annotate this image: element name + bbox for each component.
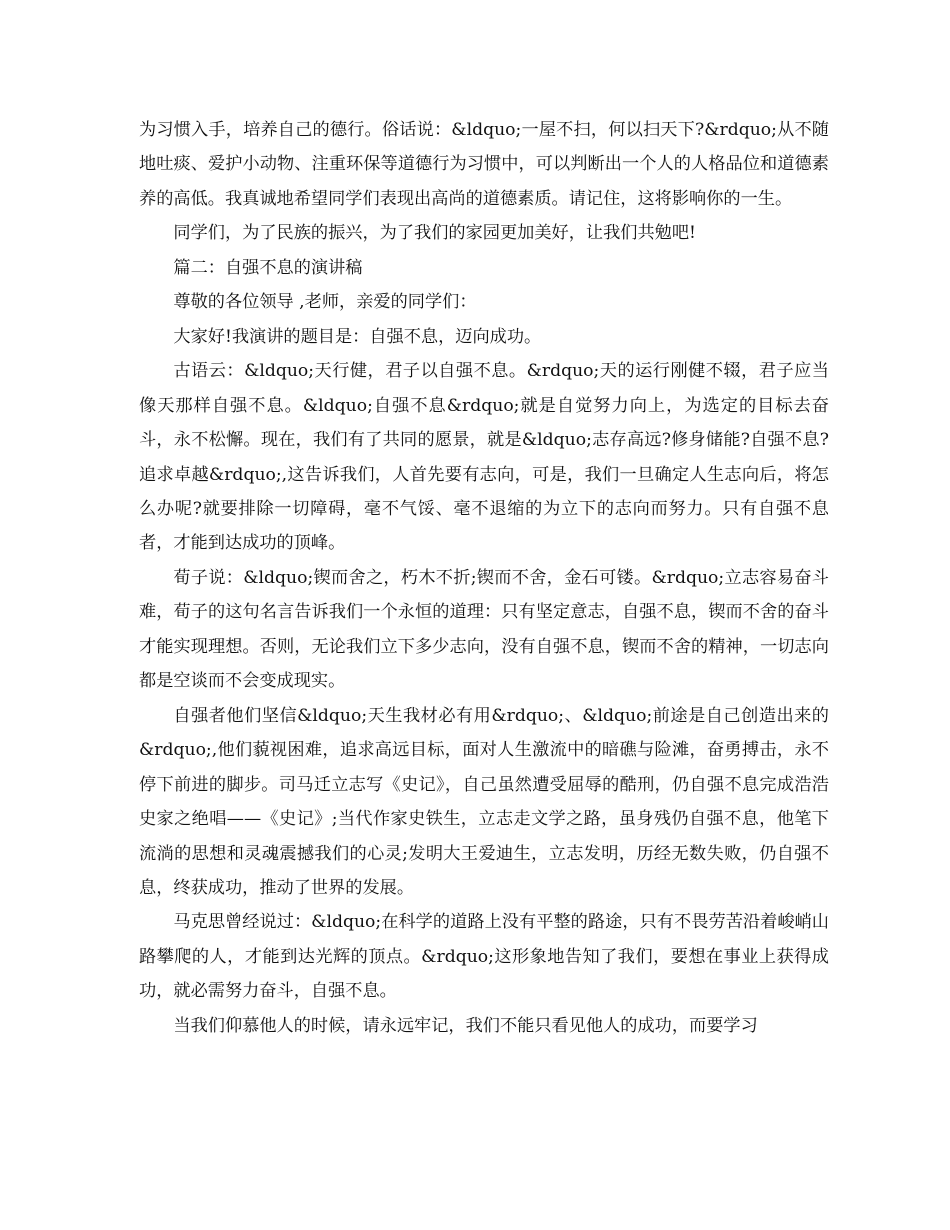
- paragraph-7: 荀子说：&ldquo;锲而舍之，朽木不折;锲而不舍，金石可镂。&rdquo;立志容易奋斗难，荀子的这句名言告诉我们一个永恒的道理：只有坚定意志，自强不息，锲而不舍的奋斗才能实现理想。否则，无论我们立下多少志向，没有自强不息，锲而不舍的精神，一切志向都是空谈而不会变成现实。: [139, 567, 829, 692]
- document-body: [139, 113, 829, 1043]
- paragraph-9: 马克思曾经说过：&ldquo;在科学的道路上没有平整的路途，只有不畏劳苦沿着峻峭山路攀爬的人，才能到达光辉的顶点。&rdquo;这形象地告知了我们，要想在事业上获得成功，就必需努力奋斗，自强不息。: [139, 912, 829, 1002]
- section-heading: 篇二：自强不息的演讲稿: [173, 257, 363, 278]
- paragraph-6: 古语云：&ldquo;天行健，君子以自强不息。&rdquo;天的运行刚健不辍，君子应当像天那样自强不息。&ldquo;自强不息&rdquo;就是自觉努力向上，为选定的目标去奋斗，永不松懈。现在，我们有了共同的愿景，就是&ldquo;志存高远?修身储能?自强不息?追求卓越&rdquo;,这告诉我们，人首先要有志向，可是，我们一旦确定人生志向后，将怎么办呢?就要排除一切障碍，毫不气馁、毫不退缩的为立下的志向而努力。只有自强不息者，才能到达成功的顶峰。: [139, 361, 829, 554]
- paragraph-10: 当我们仰慕他人的时候，请永远牢记，我们不能只看见他人的成功，而要学习: [173, 1015, 758, 1036]
- paragraph-1: 为习惯入手，培养自己的德行。俗话说：&ldquo;一屋不扫，何以扫天下?&rdquo;从不随地吐痰、爱护小动物、注重环保等道德行为习惯中，可以判断出一个人的人格品位和道德素养的高低。我真诚地希望同学们表现出高尚的道德素质。请记住，这将影响你的一生。: [139, 120, 829, 209]
- salutation: 尊敬的各位领导 ,老师，亲爱的同学们：: [173, 292, 477, 313]
- paragraph-8: 自强者他们坚信&ldquo;天生我材必有用&rdquo;、&ldquo;前途是自己创造出来的&rdquo;,他们藐视困难，追求高远目标，面对人生激流中的暗礁与险滩，奋勇搏击，永不停下前进的脚步。司马迁立志写《史记》，自己虽然遭受屈辱的酷刑，仍自强不息完成浩浩史家之绝唱——《史记》;当代作家史铁生，立志走文学之路，虽身残仍自强不息，他笔下流淌的思想和灵魂震撼我们的心灵;发明大王爱迪生，立志发明，历经无数失败，仍自强不息，终获成功，推动了世界的发展。: [139, 705, 829, 898]
- speech-topic: 大家好!我演讲的题目是：自强不息，迈向成功。: [173, 326, 542, 347]
- paragraph-2: 同学们，为了民族的振兴，为了我们的家园更加美好，让我们共勉吧!: [173, 223, 696, 244]
